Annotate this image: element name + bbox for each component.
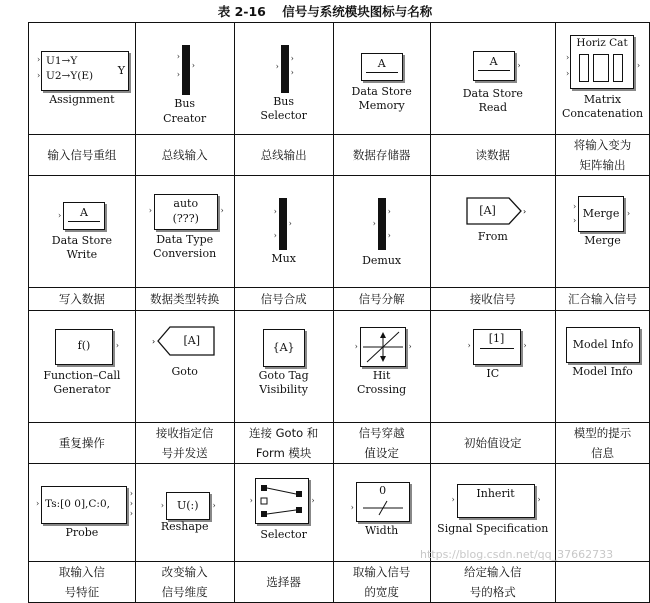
- ds-memory-block-icon[interactable]: [361, 53, 403, 81]
- ds-read-label2: Read: [478, 101, 507, 114]
- goto-inner: [A]: [183, 334, 201, 347]
- dt-conversion-label1: Data Type: [156, 233, 214, 246]
- selector-label: Selector: [260, 528, 307, 541]
- selector-block-icon[interactable]: › ›: [255, 478, 309, 524]
- demux-cell: › › › Demux: [333, 176, 430, 288]
- ds-memory-cn: 数据存储器: [333, 135, 430, 176]
- from-cell: [430, 176, 556, 288]
- dt-conversion-block-icon[interactable]: › › auto (???): [154, 194, 218, 230]
- ds-write-block-icon[interactable]: › A: [63, 202, 105, 230]
- ic-block-icon[interactable]: [1] › ›: [473, 329, 521, 365]
- probe-cn1: 取输入信: [58, 565, 105, 579]
- block-table: [28, 22, 650, 603]
- merge-block-icon[interactable]: › › › Merge: [578, 196, 624, 232]
- dt-conversion-line2: (???): [172, 212, 199, 225]
- bus-creator-cell: › › › Bus Creator: [135, 23, 234, 135]
- reshape-cell: [135, 464, 234, 562]
- ic-label: IC: [486, 367, 500, 380]
- width-label: Width: [365, 524, 399, 537]
- model-info-cn2: 信息: [591, 446, 615, 460]
- matrix-concat-block-icon[interactable]: Horiz Cat › › ›: [570, 35, 634, 89]
- hit-crossing-cell: [333, 311, 430, 423]
- hit-crossing-block-icon[interactable]: › ›: [360, 327, 406, 367]
- bus-selector-label1: Bus: [273, 95, 295, 108]
- goto-tag-cn: [234, 423, 333, 464]
- signal-spec-cn2: 号的格式: [469, 585, 516, 599]
- ds-read-block-icon[interactable]: A ›: [473, 51, 515, 81]
- model-info-cell: [556, 311, 650, 423]
- signal-spec-cell: [430, 464, 556, 562]
- width-cn: [333, 562, 430, 603]
- ds-write-inner: A: [80, 206, 88, 219]
- ds-memory-inner: A: [377, 57, 386, 70]
- ds-memory-label2: Memory: [358, 99, 405, 112]
- probe-inner: Ts:[0 0],C:0,: [45, 498, 110, 510]
- ds-read-inner: A: [489, 55, 498, 68]
- signal-spec-block-icon[interactable]: Inherit › ›: [457, 484, 535, 518]
- assignment-out: Y: [117, 64, 125, 77]
- function-call-block-icon[interactable]: f() ›: [55, 329, 113, 365]
- assignment-cn: 输入信号重组: [29, 135, 136, 176]
- matrix-concat-cell: [556, 23, 650, 135]
- ds-write-cn: 写入数据: [29, 288, 136, 311]
- ds-memory-label1: Data Store: [351, 85, 412, 98]
- function-call-inner: f(): [77, 339, 91, 352]
- width-inner: 0: [379, 484, 387, 497]
- assignment-port2: U2→Y(E): [46, 70, 94, 82]
- mux-cn: 信号合成: [234, 288, 333, 311]
- bus-creator-block-icon[interactable]: [182, 45, 190, 95]
- matrix-concat-label2: Concatenation: [561, 107, 644, 120]
- reshape-block-icon[interactable]: › › U(:): [166, 492, 210, 520]
- probe-cell: [29, 464, 136, 562]
- probe-label: Probe: [65, 526, 99, 539]
- goto-cn: [135, 423, 234, 464]
- hit-crossing-cn1: 信号穿越: [358, 426, 405, 440]
- probe-cn2: 号特征: [64, 585, 100, 599]
- reshape-cn2: 信号维度: [161, 585, 208, 599]
- mux-cell: › › › Mux: [234, 176, 333, 288]
- goto-tag-label2: Visibility: [259, 383, 308, 396]
- model-info-cn1: 模型的提示: [573, 426, 632, 440]
- dt-conversion-line1: auto: [173, 197, 199, 210]
- bus-selector-block-icon[interactable]: [281, 45, 289, 93]
- ds-memory-cell: [333, 23, 430, 135]
- empty-cell: [556, 464, 650, 562]
- svg-text:›: ›: [151, 337, 155, 346]
- function-call-cn: 重复操作: [29, 423, 136, 464]
- goto-tag-cn2: Form 模块: [255, 446, 312, 460]
- goto-tag-inner: {A}: [272, 341, 295, 354]
- ic-cn: 初始值设定: [430, 423, 556, 464]
- mux-label: Mux: [271, 252, 296, 265]
- reshape-cn: [135, 562, 234, 603]
- width-cn1: 取输入信号: [352, 565, 411, 579]
- matrix-concat-top: Horiz Cat: [576, 37, 628, 49]
- model-info-block-icon[interactable]: [566, 327, 640, 363]
- ds-read-cell: [430, 23, 556, 135]
- ds-write-label2: Write: [66, 248, 98, 261]
- signal-spec-cn1: 给定输入信: [464, 565, 522, 579]
- width-block-icon[interactable]: 0 ›: [356, 482, 410, 522]
- signal-spec-cn: [430, 562, 556, 603]
- bus-selector-cn: 总线输出: [234, 135, 333, 176]
- goto-cn2: 号并发送: [161, 446, 208, 460]
- mux-block-icon[interactable]: [279, 198, 287, 250]
- from-cn: 接收信号: [430, 288, 556, 311]
- reshape-label: Reshape: [160, 520, 209, 533]
- ds-write-label1: Data Store: [51, 234, 112, 247]
- signal-spec-inner: Inherit: [476, 487, 515, 500]
- demux-label: Demux: [362, 254, 402, 267]
- ds-read-label1: Data Store: [462, 87, 523, 100]
- ds-read-cn: 读数据: [430, 135, 556, 176]
- function-call-label2: Generator: [53, 383, 111, 396]
- selector-cell: [234, 464, 333, 562]
- svg-text:›: ›: [522, 207, 526, 216]
- function-call-label1: Function–Call: [43, 369, 121, 382]
- bus-selector-label2: Selector: [260, 109, 307, 122]
- table-caption: 信号与系统模块图标与名称: [282, 4, 433, 19]
- reshape-inner: U(:): [176, 499, 199, 512]
- hit-crossing-label1: Hit: [372, 369, 391, 382]
- assignment-cell: [29, 23, 136, 135]
- probe-block-icon[interactable]: › › › › Ts:[0 0],C:0,: [41, 486, 127, 524]
- ds-write-cell: [29, 176, 136, 288]
- bus-selector-cell: › › › Bus Selector: [234, 23, 333, 135]
- width-cell: [333, 464, 430, 562]
- goto-tag-cn1: 连接 Goto 和: [248, 426, 319, 440]
- assignment-block-icon[interactable]: › › U1→Y U2→Y(E) Y: [41, 51, 129, 91]
- empty-cn: [556, 562, 650, 603]
- model-info-inner: Model Info: [572, 338, 634, 351]
- bus-creator-label2: Creator: [163, 112, 207, 125]
- table-number: 表 2-16: [217, 4, 266, 19]
- assignment-label: Assignment: [49, 93, 115, 106]
- ic-inner: [1]: [488, 332, 505, 345]
- from-inner: [A]: [479, 204, 496, 217]
- matrix-concat-label1: Matrix: [583, 93, 622, 106]
- goto-label: Goto: [171, 365, 198, 378]
- merge-cell: [556, 176, 650, 288]
- model-info-cn: [556, 423, 650, 464]
- matrix-concat-cn2: 矩阵输出: [579, 158, 626, 172]
- probe-cn: [29, 562, 136, 603]
- hit-crossing-cn: [333, 423, 430, 464]
- bus-creator-cn: 总线输入: [135, 135, 234, 176]
- from-label: From: [477, 230, 508, 243]
- hit-crossing-label2: Crossing: [356, 383, 407, 396]
- dt-conversion-label2: Conversion: [153, 247, 217, 260]
- goto-cell: [135, 311, 234, 423]
- matrix-concat-cn: [556, 135, 650, 176]
- goto-tag-label1: Goto Tag: [258, 369, 309, 382]
- merge-label: Merge: [584, 234, 621, 247]
- demux-cn: 信号分解: [333, 288, 430, 311]
- merge-inner: Merge: [582, 207, 620, 220]
- reshape-cn1: 改变输入: [161, 565, 208, 579]
- dt-conversion-cn: 数据类型转换: [135, 288, 234, 311]
- hit-crossing-cn2: 值设定: [364, 446, 399, 460]
- width-cn2: 的宽度: [364, 585, 399, 599]
- goto-tag-cell: [234, 311, 333, 423]
- selector-cn: 选择器: [234, 562, 333, 603]
- model-info-label: Model Info: [572, 365, 633, 378]
- watermark: https://blog.csdn.net/qq_37662733: [420, 548, 614, 561]
- matrix-concat-cn1: 将输入变为: [573, 138, 632, 152]
- merge-cn: 汇合输入信号: [556, 288, 650, 311]
- function-call-cell: [29, 311, 136, 423]
- goto-cn1: 接收指定信: [155, 426, 214, 440]
- bus-creator-label1: Bus: [174, 97, 196, 110]
- table-title: [0, 2, 650, 20]
- goto-tag-block-icon[interactable]: [263, 329, 305, 367]
- demux-block-icon[interactable]: [378, 198, 386, 250]
- ic-cell: [430, 311, 556, 423]
- assignment-port1: U1→Y: [46, 55, 78, 67]
- dt-conversion-cell: [135, 176, 234, 288]
- signal-spec-label: Signal Specification: [437, 522, 549, 535]
